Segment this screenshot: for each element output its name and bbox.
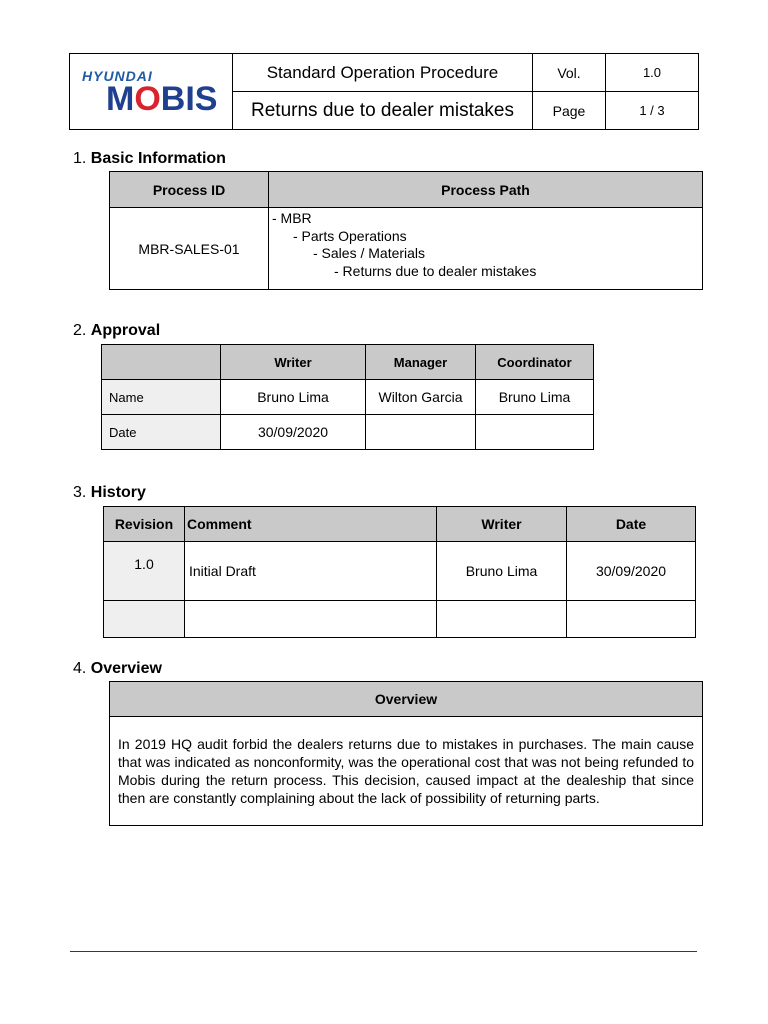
overview-text: In 2019 HQ audit forbid the dealers returns due to mistakes in purchases. The main cause that was indicated as nonconformity, was the operational cost that was not being refunded to Mobis during the return process. This decision, caused impact at the dealeship that since then are constantly complaining about the lack of possibility of returning parts. [110, 717, 703, 826]
approval-corner [102, 345, 221, 380]
col-overview: Overview [110, 682, 703, 717]
footer-divider [70, 951, 697, 952]
writer-value [437, 601, 567, 638]
col-process-id: Process ID [110, 172, 269, 208]
col-comment: Comment [185, 507, 437, 542]
manager-date [366, 415, 476, 450]
col-coordinator: Coordinator [476, 345, 594, 380]
row-label-date: Date [102, 415, 221, 450]
section-title: Approval [90, 322, 161, 339]
coordinator-date [476, 415, 594, 450]
section-number: 3. [73, 484, 87, 501]
vol-label: Vol. [533, 54, 606, 92]
col-process-path: Process Path [269, 172, 703, 208]
revision-value [104, 601, 185, 638]
section-number: 1. [73, 150, 87, 167]
section-title: Basic Information [90, 150, 226, 167]
process-id-value: MBR-SALES-01 [110, 208, 269, 290]
coordinator-name: Bruno Lima [476, 380, 594, 415]
vol-value: 1.0 [606, 54, 699, 92]
logo-mobis-o: O [134, 79, 161, 118]
comment-value: Initial Draft [185, 542, 437, 601]
document-title: Returns due to dealer mistakes [233, 92, 533, 130]
logo-hyundai-text: HYUNDAI [82, 67, 153, 84]
approval-table [101, 344, 594, 450]
col-manager: Manager [366, 345, 476, 380]
revision-value: 1.0 [104, 542, 185, 601]
comment-value [185, 601, 437, 638]
company-logo [70, 54, 233, 130]
section-heading-overview [73, 660, 162, 678]
date-value [567, 601, 696, 638]
row-label-name: Name [102, 380, 221, 415]
section-number: 4. [73, 660, 87, 677]
path-level-1: - MBR [272, 210, 312, 226]
section-number: 2. [73, 322, 87, 339]
document-type: Standard Operation Procedure [233, 54, 533, 92]
section-heading-approval [73, 322, 160, 340]
date-value: 30/09/2020 [567, 542, 696, 601]
history-table [103, 506, 696, 638]
logo-mobis-rest: BIS [160, 79, 218, 118]
writer-name: Bruno Lima [221, 380, 366, 415]
path-level-3: - Sales / Materials [313, 245, 426, 261]
writer-date: 30/09/2020 [221, 415, 366, 450]
col-writer: Writer [221, 345, 366, 380]
table-row [104, 601, 696, 638]
header-table [69, 53, 699, 130]
section-heading-basic [73, 150, 226, 168]
path-level-4: - Returns due to dealer mistakes [334, 262, 537, 279]
logo-mobis-m: M [106, 79, 135, 118]
manager-name: Wilton Garcia [366, 380, 476, 415]
writer-value: Bruno Lima [437, 542, 567, 601]
col-revision: Revision [104, 507, 185, 542]
section-title: History [90, 484, 146, 501]
logo-mobis-text [70, 79, 232, 118]
overview-table [109, 681, 703, 826]
table-row [104, 542, 696, 601]
page-value: 1 / 3 [606, 92, 699, 130]
section-heading-history [73, 484, 146, 502]
path-level-2: - Parts Operations [293, 227, 407, 244]
col-date: Date [567, 507, 696, 542]
section-title: Overview [90, 660, 162, 677]
col-writer: Writer [437, 507, 567, 542]
basic-info-table [109, 171, 703, 290]
page-label: Page [533, 92, 606, 130]
process-path-value [269, 208, 703, 290]
